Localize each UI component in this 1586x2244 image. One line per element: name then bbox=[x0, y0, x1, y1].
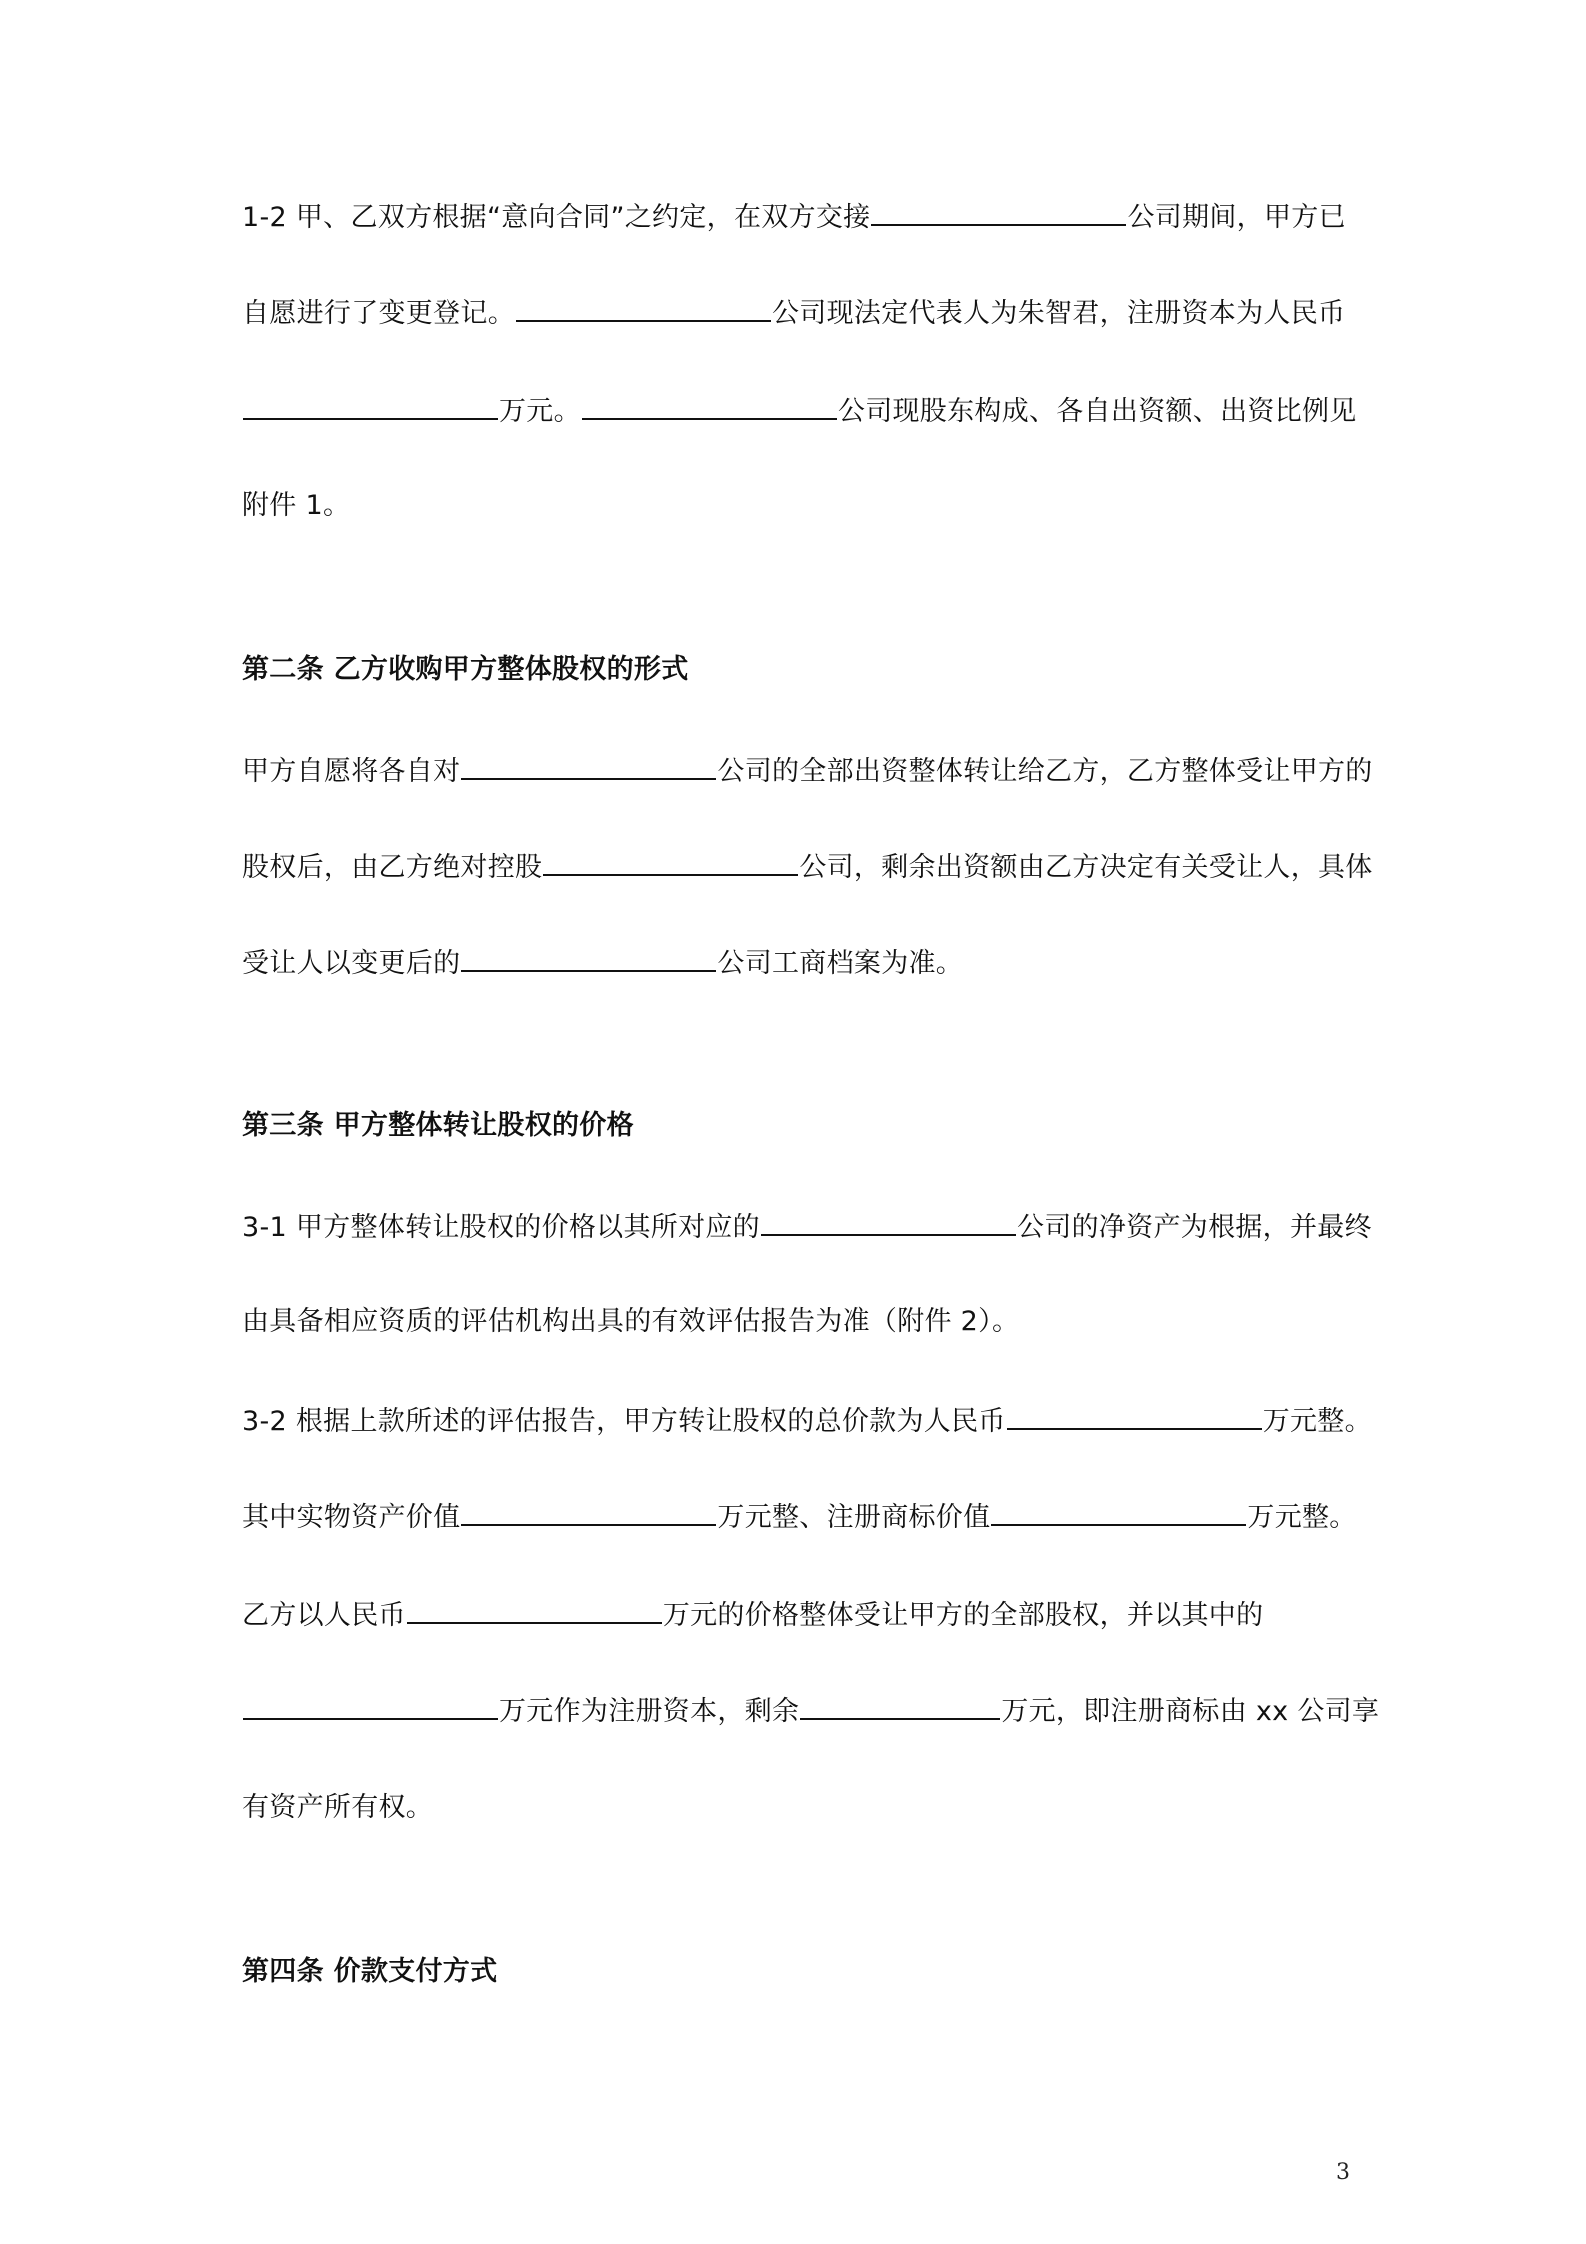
fill-blank[interactable] bbox=[461, 752, 716, 780]
text-segment: 甲方自愿将各自对 bbox=[242, 756, 461, 787]
heading-text: 第二条 乙方收购甲方整体股权的形式 bbox=[242, 654, 689, 685]
text-segment: 自愿进行了变更登记。 bbox=[242, 298, 515, 329]
text-line bbox=[242, 944, 963, 982]
text-line bbox=[242, 848, 1373, 886]
text-line bbox=[242, 1498, 1357, 1536]
text-line bbox=[242, 1692, 1379, 1730]
text-line bbox=[242, 1208, 1372, 1246]
text-segment: 公司的净资产为根据，并最终 bbox=[1016, 1212, 1372, 1243]
text-segment: 受让人以变更后的 bbox=[242, 948, 461, 979]
text-segment: 公司现法定代表人为朱智君，注册资本为人民币 bbox=[772, 298, 1346, 329]
section-heading bbox=[242, 1954, 497, 1990]
text-segment: 股权后，由乙方绝对控股 bbox=[242, 852, 543, 883]
fill-blank[interactable] bbox=[407, 1596, 662, 1624]
fill-blank[interactable] bbox=[543, 848, 798, 876]
fill-blank[interactable] bbox=[991, 1498, 1246, 1526]
fill-blank[interactable] bbox=[871, 198, 1126, 226]
heading-text: 第四条 价款支付方式 bbox=[242, 1956, 498, 1987]
text-segment: 公司的全部出资整体转让给乙方，乙方整体受让甲方的 bbox=[717, 756, 1373, 787]
fill-blank[interactable] bbox=[582, 392, 837, 420]
text-segment: 乙方以人民币 bbox=[242, 1600, 406, 1631]
text-line bbox=[242, 1304, 1019, 1340]
fill-blank[interactable] bbox=[243, 1692, 498, 1720]
text-segment: 万元整。 bbox=[1262, 1406, 1372, 1437]
text-line bbox=[242, 294, 1345, 332]
text-line bbox=[242, 198, 1346, 236]
fill-blank[interactable] bbox=[761, 1208, 1016, 1236]
section-heading bbox=[242, 1108, 634, 1144]
fill-blank[interactable] bbox=[516, 294, 771, 322]
fill-blank[interactable] bbox=[800, 1692, 1000, 1720]
text-segment: 其中实物资产价值 bbox=[242, 1502, 461, 1533]
text-segment: 万元。 bbox=[499, 396, 581, 427]
text-segment: 由具备相应资质的评估机构出具的有效评估报告为准（附件 2）。 bbox=[242, 1306, 1020, 1337]
text-line bbox=[242, 1790, 433, 1826]
text-line bbox=[242, 1402, 1372, 1440]
text-segment: 万元的价格整体受让甲方的全部股权，并以其中的 bbox=[662, 1600, 1264, 1631]
text-segment: 1-2 甲、乙双方根据“意向合同”之约定，在双方交接 bbox=[242, 202, 871, 233]
text-segment: 公司期间，甲方已 bbox=[1127, 202, 1346, 233]
text-segment: 万元，即注册商标由 xx 公司享 bbox=[1001, 1696, 1380, 1727]
text-segment: 3-2 根据上款所述的评估报告，甲方转让股权的总价款为人民币 bbox=[242, 1406, 1006, 1437]
fill-blank[interactable] bbox=[461, 1498, 716, 1526]
text-line bbox=[242, 752, 1373, 790]
text-segment: 万元整、注册商标价值 bbox=[717, 1502, 991, 1533]
text-segment: 万元作为注册资本，剩余 bbox=[499, 1696, 800, 1727]
fill-blank[interactable] bbox=[243, 392, 498, 420]
text-line bbox=[242, 392, 1357, 430]
text-segment: 3-1 甲方整体转让股权的价格以其所对应的 bbox=[242, 1212, 760, 1243]
text-segment: 公司现股东构成、各自出资额、出资比例见 bbox=[837, 396, 1357, 427]
text-line bbox=[242, 1596, 1263, 1634]
text-line bbox=[242, 488, 350, 524]
text-segment: 附件 1。 bbox=[242, 490, 351, 521]
text-segment: 公司，剩余出资额由乙方决定有关受让人，具体 bbox=[799, 852, 1373, 883]
section-heading bbox=[242, 652, 689, 688]
text-segment: 万元整。 bbox=[1247, 1502, 1357, 1533]
text-segment: 有资产所有权。 bbox=[242, 1792, 434, 1823]
text-segment: 公司工商档案为准。 bbox=[717, 948, 964, 979]
fill-blank[interactable] bbox=[461, 944, 716, 972]
fill-blank[interactable] bbox=[1007, 1402, 1262, 1430]
heading-text: 第三条 甲方整体转让股权的价格 bbox=[242, 1110, 634, 1141]
page-number: 3 bbox=[1336, 2160, 1350, 2185]
